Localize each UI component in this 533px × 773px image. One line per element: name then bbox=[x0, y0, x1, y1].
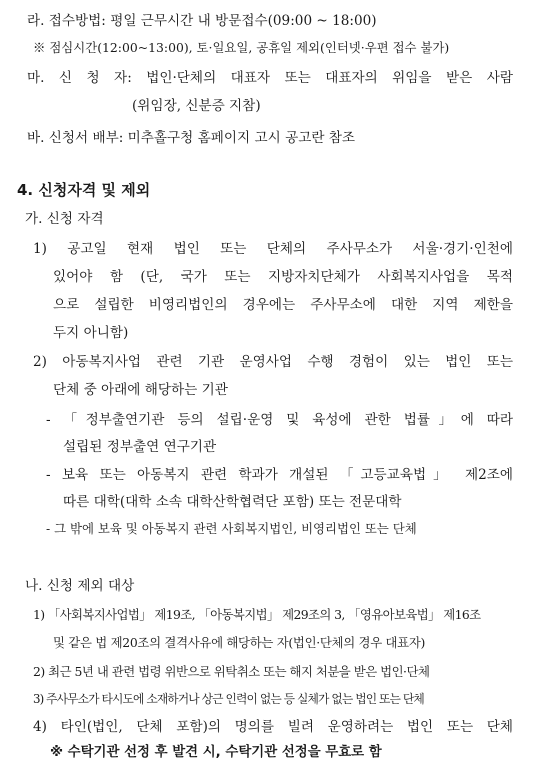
invalidation-warning: ※ 수탁기관 선정 후 발견 시, 수탁기관 선정을 무효로 함 bbox=[50, 745, 382, 760]
exclusion-item-2: 2) 최근 5년 내 관련 법령 위반으로 위탁취소 또는 해지 처분을 받은 법인·단체 bbox=[33, 664, 430, 679]
eligibility-dash-1-line-2: 설립된 정부출연 연구기관 bbox=[63, 439, 217, 455]
exclusion-item-1-line-1: 1) 「사회복지사업법」 제19조, 「아동복지법」 제29조의 3, 「영유아보육법」 제16조 bbox=[33, 607, 481, 622]
eligibility-item-1-line-1: 1) 공고일 현재 법인 또는 단체의 주사무소가 서울·경기·인천에 bbox=[33, 241, 513, 257]
eligibility-dash-3: - 그 밖에 보육 및 아동복지 관련 사회복지법인, 비영리법인 또는 단체 bbox=[46, 521, 417, 536]
section-title: 4. 신청자격 및 제외 bbox=[17, 181, 151, 199]
exclusion-heading: 나. 신청 제외 대상 bbox=[25, 578, 135, 594]
eligibility-dash-1-line-1: - 「정부출연기관 등의 설립·운영 및 육성에 관한 법률」에 따라 bbox=[46, 412, 513, 428]
applicant-line: 마. 신 청 자: 법인·단체의 대표자 또는 대표자의 위임을 받은 사람 bbox=[27, 70, 513, 86]
eligibility-item-2-line-1: 2) 아동복지사업 관련 기관 운영사업 수행 경험이 있는 법인 또는 bbox=[33, 354, 513, 370]
eligibility-dash-2-line-1: - 보육 또는 아동복지 관련 학과가 개설된 「고등교육법」 제2조에 bbox=[46, 467, 513, 483]
exclusion-item-3: 3) 주사무소가 타시도에 소재하거나 상근 인력이 없는 등 실체가 없는 법인 또는 단체 bbox=[33, 692, 424, 706]
method-line: 라. 접수방법: 평일 근무시간 내 방문접수(09:00 ~ 18:00) bbox=[27, 13, 377, 29]
eligibility-heading: 가. 신청 자격 bbox=[25, 211, 104, 227]
lunch-note: ※ 점심시간(12:00~13:00), 토·일요일, 공휴일 제외(인터넷·우편 접수 불가) bbox=[33, 40, 450, 55]
exclusion-item-4: 4) 타인(법인, 단체 포함)의 명의를 빌려 운영하려는 법인 또는 단체 bbox=[33, 719, 513, 735]
eligibility-item-1-line-2: 있어야 함 (단, 국가 또는 지방자치단체가 사회복지사업을 목적 bbox=[53, 269, 513, 285]
eligibility-dash-2-line-2: 따른 대학(대학 소속 대학산학협력단 포함) 또는 전문대학 bbox=[63, 494, 402, 510]
eligibility-item-1-line-3: 으로 설립한 비영리법인의 경우에는 주사무소에 대한 지역 제한을 bbox=[53, 297, 513, 313]
eligibility-item-1-line-4: 두지 아니함) bbox=[53, 325, 129, 341]
applicant-note: (위임장, 신분증 지참) bbox=[132, 98, 261, 114]
form-distribution-line: 바. 신청서 배부: 미추홀구청 홈페이지 고시 공고란 참조 bbox=[27, 130, 356, 146]
eligibility-item-2-line-2: 단체 중 아래에 해당하는 기관 bbox=[53, 382, 228, 398]
exclusion-item-1-line-2: 및 같은 법 제20조의 결격사유에 해당하는 자(법인·단체의 경우 대표자) bbox=[53, 635, 426, 650]
